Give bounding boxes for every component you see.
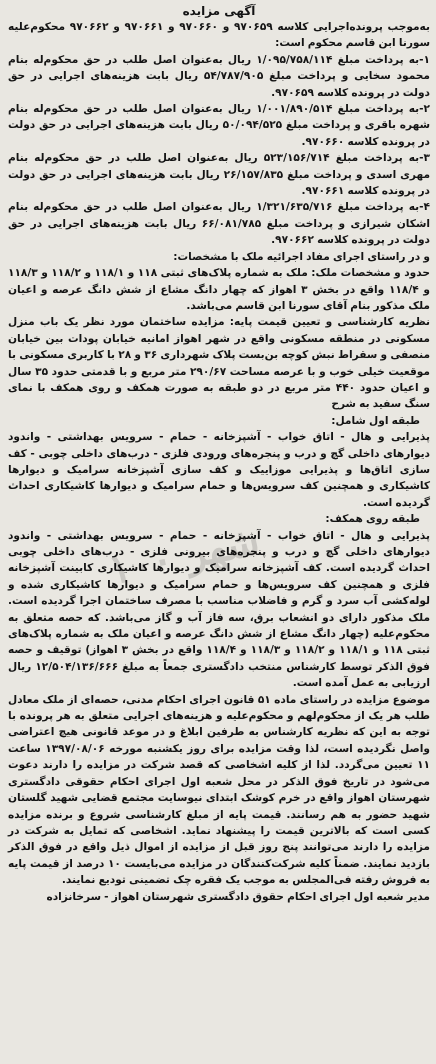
debt-item-1: ۱-به پرداخت مبلغ ۱/۰۹۵/۷۵۸/۱۱۴ ریال به‌عنوان اصل طلب در حق محکوم‌له بنام محمود سخایی و پرداخت مبلغ ۵۴/۷۸۷/۹۰۵ ریال بابت هزینه‌های اجرایی در حق دولت در پرونده کلاسه ۹۷۰۶۵۹. <box>8 53 430 99</box>
watermark-text: شهر ۱۰۰ <box>104 516 264 594</box>
upper-floor-title: طبقه روی همکف: <box>325 513 420 526</box>
execution-heading: و در راستای اجرای مفاد اجرائیه ملک با مشخصات: <box>173 250 430 263</box>
upper-floor-description: پذیرایی و هال - اتاق خواب - آشپزخانه - حمام - سرویس بهداشتی - واندود دیوارهای داخلی گچ و درب و پنجره‌های بیرونی فلزی - درب‌های داخلی چوبی احداث گردیده است. کف آشپزخانه سرامیک و دیوارها کاشیکاری کابینت آشپزخانه فلزی و همچنین کف سرویس‌ها و حمام سرامیک و دیوارها کاشیکاری شده و لوله‌کشی آب سرد و گرم و فاضلاب مناسب با مصرف ساختمان اجرا گردیده است. ملک مذکور دارای دو انشعاب برق، سه فاز آب و گاز می‌باشد. که حصه متعلق به محکوم‌علیه (چهار دانگ مشاع از شش دانگ عرصه و اعیان ملک به شماره پلاک‌های ثبتی ۱۱۸ و ۱۱۸/۱ و ۱۱۸/۲ و ۱۱۸/۳ و ۱۱۸/۴ واقع در بخش ۳ اهواز) توقیف و حصه فوق الذکر توسط کارشناس منتخب دادگستری جمعاً به مبلغ ۱۲/۵۰۴/۱۳۶/۶۶۶ ریال ارزیابی به عمل آمده است. <box>8 529 431 690</box>
ground-floor-description: پذیرایی و هال - اتاق خواب - آشپزخانه - حمام - سرویس بهداشتی - واندود دیوارهای داخلی گچ و درب و پنجره‌های ورودی فلزی - درب‌های داخلی چوبی - کف سازی اتاق‌ها و پذیرایی موزاییک و کف سازی آشپزخانه سرامیک و دیوارها کاشیکاری و همچنین کف سرویس‌ها و حمام سرامیک و دیوارها کاشیکاری احداث گردیده است. <box>8 431 430 509</box>
auction-terms: موضوع مزایده در راستای ماده ۵۱ قانون اجرای احکام مدنی، حصه‌ای از ملک معادل طلب هر یک از محکوم‌لهم و محکوم‌علیه و هزینه‌های اجرایی متعلق به هر پرونده با توجه به این که نظریه کارشناس به طرفین ابلاغ و در موعد قانونی هیچ اعتراضی واصل نگردیده است، لذا وقت مزایده برای روز یکشنبه مورخه ۱۳۹۷/۰۸/۰۶ ساعت ۱۱ تعیین می‌گردد. لذا از کلیه اشخاصی که قصد شرکت در مزایده را دارند دعوت می‌شود در تاریخ فوق الذکر در محل شعبه اول اجرای احکام حقوقی دادگستری شهرستان اهواز واقع در خرم کوشک ابتدای نیوسایت مجتمع قضایی شهید گلستان شهید حضور به هم رسانند. قیمت پایه از مبلغ کارشناسی شروع و برنده مزایده کسی است که بالاترین قیمت را پیشنهاد نماید. اشخاصی که تمایل به شرکت در مزایده را دارند می‌توانند پنج روز قبل از مزایده از اموال ذیل واقع در فوق الذکر بازدید نمایند. ضمناً کلیه شرکت‌کنندگان در مزایده می‌بایست ۱۰ درصد از قیمت پایه به فروش رفته فی‌المجلس به موجب یک فقره چک تضمینی تودیع نمایند. <box>8 693 431 887</box>
expert-opinion: نظریه کارشناسی و تعیین قیمت پایه: مزایده ساختمان مورد نظر یک باب منزل مسکونی در منطقه مسکونی واقع در شهر اهواز امانیه خیابان پودات بین خیابان منصفی و سقراط نبش کوچه بن‌بست پلاک شهرداری ۳۶ و ۲۸ با کاربری مسکونی با موقعیت خیلی خوب و با عرصه مساحت ۲۹۰/۶۷ متر مربع و با قدمتی حدود ۳۵ سال و اعیان حدود ۴۴۰ متر مربع در دو طبقه به صورت همکف و روی همکف با نمای سنگ سفید به شرح <box>8 316 431 411</box>
notice-intro: به‌موجب پرونده‌اجرایی کلاسه ۹۷۰۶۵۹ و ۹۷۰۶۶۰ و ۹۷۰۶۶۱ و ۹۷۰۶۶۲ محکوم‌علیه سورنا ابن قاسم محکوم است: <box>8 21 430 50</box>
debt-item-2: ۲-به پرداخت مبلغ ۱/۰۰۱/۸۹۰/۵۱۴ ریال به‌عنوان اصل طلب در حق محکوم‌له بنام شهره باقری و پرداخت مبلغ ۵۰/۰۹۴/۵۲۵ ریال بابت هزینه‌های اجرایی در حق دولت در پرونده کلاسه ۹۷۰۶۶۰. <box>8 103 430 148</box>
notice-title: آگهی مزایده <box>182 4 256 18</box>
debt-item-3: ۳-به پرداخت مبلغ ۵۲۳/۱۵۶/۷۱۴ ریال به‌عنوان اصل طلب در حق محکوم‌له بنام مهری اسدی و پرداخت مبلغ ۲۶/۱۵۷/۸۳۵ ریال بابت هزینه‌های اجرایی در حق دولت در پرونده کلاسه ۹۷۰۶۶۱. <box>8 152 430 198</box>
ground-floor-title: طبقه اول شامل: <box>331 414 420 427</box>
signature: مدیر شعبه اول اجرای احکام حقوق دادگستری شهرستان اهواز - سرخانزاده <box>46 890 430 903</box>
property-spec: حدود و مشخصات ملک: ملک به شماره پلاک‌های ثبتی ۱۱۸ و ۱۱۸/۱ و ۱۱۸/۲ و ۱۱۸/۳ و ۱۱۸/۴ واقع در بخش ۳ اهواز که چهار دانگ مشاع از شش دانگ عرصه و اعیان ملک مذکور بنام آقای سورنا ابن قاسم می‌باشد. <box>8 267 431 312</box>
debt-item-4: ۴-به پرداخت مبلغ ۱/۳۲۱/۶۳۵/۷۱۶ ریال به‌عنوان اصل طلب در حق محکوم‌له بنام اشکان شیرازی و پرداخت مبلغ ۶۶/۰۸۱/۷۸۵ ریال بابت هزینه‌های اجرایی در حق دولت در پرونده کلاسه ۹۷۰۶۶۲. <box>8 201 430 247</box>
